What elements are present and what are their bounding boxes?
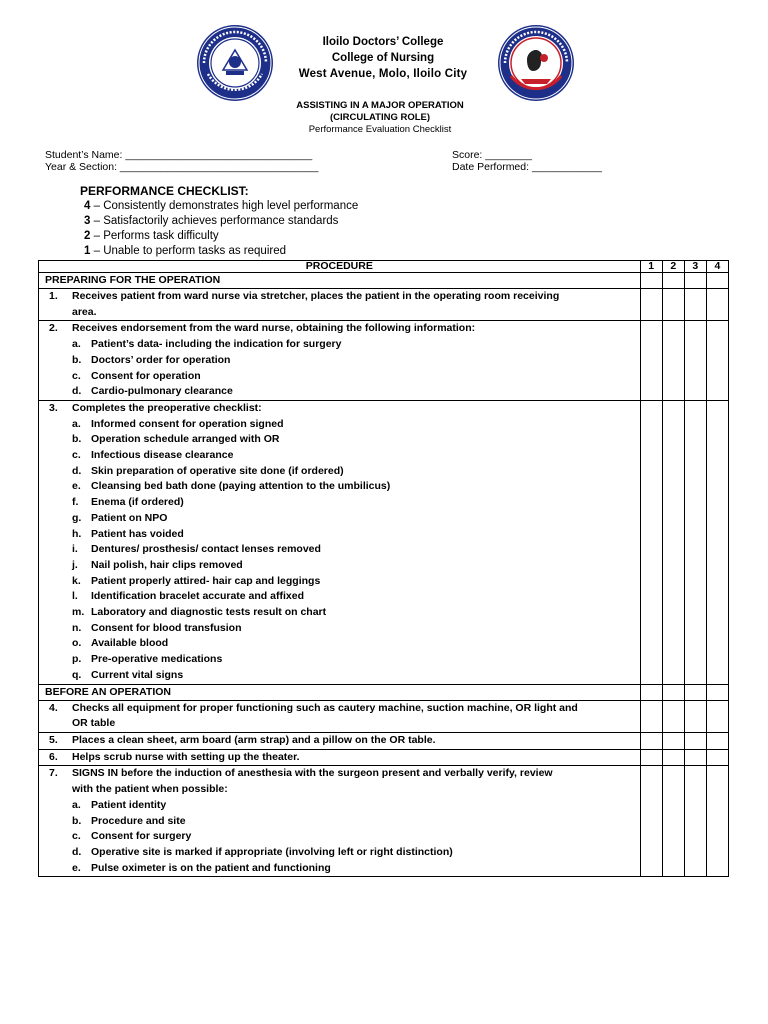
sub-step-text: Informed consent for operation signed	[91, 417, 284, 430]
section-title: BEFORE AN OPERATION	[39, 684, 641, 700]
sub-step	[39, 668, 640, 684]
sub-step	[39, 861, 640, 877]
rating-1-cell[interactable]	[640, 400, 662, 684]
date-performed-field[interactable]: Date Performed: ____________	[452, 161, 603, 173]
rating-3-header: 3	[684, 261, 706, 273]
rating-3-cell[interactable]	[684, 732, 706, 749]
rating-4-cell[interactable]	[706, 700, 728, 732]
procedure-table	[38, 260, 729, 877]
step-text: SIGNS IN before the induction of anesthesia with the surgeon present and verbally verify, review	[72, 767, 553, 780]
sub-step	[39, 829, 640, 845]
step-text: Helps scrub nurse with setting up the theater.	[72, 750, 300, 763]
rating-4-cell[interactable]	[706, 289, 728, 321]
rating-1-cell[interactable]	[640, 273, 662, 289]
score-field[interactable]: Score: ________	[452, 149, 532, 161]
sub-step-text: Procedure and site	[91, 814, 186, 827]
sub-step	[39, 384, 640, 400]
sub-step-text: Cleansing bed bath done (paying attention to the umbilicus)	[91, 480, 391, 493]
sub-step-letter: g.	[72, 511, 82, 524]
scale-item	[80, 244, 358, 259]
scale-description: – Satisfactorily achieves performance standards	[90, 215, 339, 227]
sub-step-letter: d.	[72, 385, 82, 398]
step-number: 7.	[49, 767, 58, 780]
sub-step-text: Identification bracelet accurate and affixed	[91, 590, 304, 603]
rating-2-header: 2	[662, 261, 684, 273]
table-row	[39, 749, 729, 766]
sub-step-letter: p.	[72, 653, 82, 666]
step-text-continued: OR table	[72, 717, 116, 730]
section-row	[39, 684, 729, 700]
rating-3-cell[interactable]	[684, 700, 706, 732]
sub-step-text: Pre-operative medications	[91, 653, 223, 666]
performance-scale	[80, 184, 358, 259]
rating-2-cell[interactable]	[662, 289, 684, 321]
nursing-seal-logo	[497, 24, 575, 102]
rating-1-header: 1	[640, 261, 662, 273]
table-header-row	[39, 261, 729, 273]
sub-step-letter: a.	[72, 338, 81, 351]
rating-1-cell[interactable]	[640, 732, 662, 749]
sub-step-letter: e.	[72, 480, 81, 493]
rating-2-cell[interactable]	[662, 749, 684, 766]
rating-3-cell[interactable]	[684, 749, 706, 766]
procedure-column-header: PROCEDURE	[39, 261, 641, 273]
scale-number: 1	[84, 245, 91, 257]
document-title-block	[180, 100, 580, 136]
rating-3-cell[interactable]	[684, 400, 706, 684]
sub-step	[39, 621, 640, 637]
scale-description: – Consistently demonstrates high level performance	[90, 200, 359, 212]
sub-step	[39, 845, 640, 861]
step-number: 3.	[49, 401, 58, 414]
rating-1-cell[interactable]	[640, 700, 662, 732]
rating-2-cell[interactable]	[662, 700, 684, 732]
rating-3-cell[interactable]	[684, 289, 706, 321]
step-number: 4.	[49, 701, 58, 714]
sub-step-text: Skin preparation of operative site done (if ordered)	[91, 464, 344, 477]
rating-4-header: 4	[706, 261, 728, 273]
sub-step	[39, 814, 640, 830]
procedure-step	[39, 701, 640, 717]
sub-step	[39, 636, 640, 652]
section-title: PREPARING FOR THE OPERATION	[39, 273, 641, 289]
sub-step-letter: f.	[72, 496, 79, 509]
procedure-step	[39, 289, 640, 305]
sub-step-letter: h.	[72, 527, 82, 540]
rating-3-cell[interactable]	[684, 273, 706, 289]
sub-step-letter: c.	[72, 830, 81, 843]
sub-step-letter: n.	[72, 621, 82, 634]
college-name: Iloilo Doctors’ College	[322, 36, 444, 48]
rating-3-cell[interactable]	[684, 321, 706, 401]
sub-step-text: Patient’s data- including the indication for surgery	[91, 338, 342, 351]
sub-step	[39, 652, 640, 668]
section-row	[39, 273, 729, 289]
sub-step	[39, 448, 640, 464]
rating-1-cell[interactable]	[640, 289, 662, 321]
procedure-cell	[39, 700, 641, 732]
sub-step-letter: c.	[72, 449, 81, 462]
step-text: Completes the preoperative checklist:	[72, 401, 262, 414]
rating-2-cell[interactable]	[662, 732, 684, 749]
rating-3-cell[interactable]	[684, 766, 706, 877]
college-address: West Avenue, Molo, Iloilo City	[298, 68, 468, 80]
sub-step-letter: b.	[72, 814, 82, 827]
rating-4-cell[interactable]	[706, 400, 728, 684]
step-text-continued: with the patient when possible:	[72, 783, 228, 796]
year-section-field[interactable]: Year & Section: __________________________________	[45, 161, 319, 173]
procedure-step	[39, 766, 640, 782]
step-text: Checks all equipment for proper functioning such as cautery machine, suction machine, OR light and	[72, 701, 578, 714]
sub-step-text: Current vital signs	[91, 668, 184, 681]
sub-step-text: Cardio-pulmonary clearance	[91, 385, 233, 398]
sub-step-letter: k.	[72, 574, 81, 587]
sub-step-letter: b.	[72, 353, 82, 366]
sub-step	[39, 605, 640, 621]
sub-step-text: Patient identity	[91, 798, 167, 811]
sub-step-text: Available blood	[91, 637, 169, 650]
rating-3-cell[interactable]	[684, 684, 706, 700]
sub-step-letter: l.	[72, 590, 78, 603]
scale-item	[80, 229, 358, 244]
step-number: 2.	[49, 322, 58, 335]
rating-4-cell[interactable]	[706, 321, 728, 401]
sub-step-letter: m.	[72, 606, 85, 619]
sub-step	[39, 589, 640, 605]
sub-step	[39, 558, 640, 574]
table-row	[39, 732, 729, 749]
step-number: 5.	[49, 733, 58, 746]
procedure-cell	[39, 400, 641, 684]
sub-step-letter: o.	[72, 637, 82, 650]
rating-1-cell[interactable]	[640, 749, 662, 766]
rating-1-cell[interactable]	[640, 684, 662, 700]
college-header	[270, 34, 496, 82]
sub-step	[39, 479, 640, 495]
rating-2-cell[interactable]	[662, 321, 684, 401]
sub-step-letter: a.	[72, 798, 81, 811]
rating-4-cell[interactable]	[706, 749, 728, 766]
step-number: 6.	[49, 750, 58, 763]
sub-step	[39, 369, 640, 385]
procedure-cell	[39, 289, 641, 321]
rating-1-cell[interactable]	[640, 321, 662, 401]
procedure-cell	[39, 732, 641, 749]
sub-step-text: Nail polish, hair clips removed	[91, 558, 243, 571]
rating-2-cell[interactable]	[662, 766, 684, 877]
rating-4-cell[interactable]	[706, 684, 728, 700]
table-row	[39, 400, 729, 684]
sub-step-text: Pulse oximeter is on the patient and functioning	[91, 861, 331, 874]
sub-step-text: Operation schedule arranged with OR	[91, 433, 280, 446]
rating-1-cell[interactable]	[640, 766, 662, 877]
sub-step-text: Patient has voided	[91, 527, 184, 540]
step-text-continued: area.	[72, 305, 97, 318]
rating-4-cell[interactable]	[706, 766, 728, 877]
sub-step-text: Operative site is marked if appropriate (involving left or right distinction)	[91, 845, 453, 858]
sub-step-letter: a.	[72, 417, 81, 430]
step-text: Receives patient from ward nurse via stretcher, places the patient in the operating room receiving	[72, 290, 560, 302]
sub-step-letter: c.	[72, 369, 81, 382]
sub-step	[39, 464, 640, 480]
scale-number: 2	[84, 230, 91, 242]
scale-item	[80, 199, 358, 214]
procedure-cell	[39, 321, 641, 401]
rating-2-cell[interactable]	[662, 684, 684, 700]
sub-step	[39, 574, 640, 590]
sub-step-letter: d.	[72, 845, 82, 858]
sub-step-letter: e.	[72, 861, 81, 874]
sub-step-text: Doctors’ order for operation	[91, 353, 231, 366]
sub-step-text: Dentures/ prosthesis/ contact lenses removed	[91, 543, 321, 556]
sub-step-text: Patient properly attired- hair cap and leggings	[91, 574, 321, 587]
sub-step-text: Laboratory and diagnostic tests result on chart	[91, 606, 327, 619]
table-row	[39, 321, 729, 401]
table-row	[39, 766, 729, 877]
scale-description: – Performs task difficulty	[90, 230, 219, 242]
procedure-cell	[39, 766, 641, 877]
procedure-step	[39, 733, 640, 749]
scale-number: 3	[84, 215, 91, 227]
table-row	[39, 700, 729, 732]
department-name: College of Nursing	[331, 52, 435, 64]
document-subtitle: (CIRCULATING ROLE)	[329, 112, 431, 123]
procedure-step	[39, 401, 640, 417]
procedure-cell	[39, 749, 641, 766]
sub-step-text: Infectious disease clearance	[91, 449, 234, 462]
rating-4-cell[interactable]	[706, 732, 728, 749]
sub-step-text: Patient on NPO	[91, 511, 168, 524]
checklist-heading: PERFORMANCE CHECKLIST:	[80, 184, 249, 198]
sub-step	[39, 798, 640, 814]
procedure-step	[39, 750, 640, 766]
sub-step-letter: j.	[72, 558, 78, 571]
scale-item	[80, 214, 358, 229]
sub-step	[39, 495, 640, 511]
sub-step	[39, 542, 640, 558]
sub-step	[39, 511, 640, 527]
sub-step-letter: d.	[72, 464, 82, 477]
sub-step	[39, 527, 640, 543]
student-name-field[interactable]: Student’s Name: ________________________________	[45, 149, 313, 161]
sub-step-letter: b.	[72, 433, 82, 446]
sub-step	[39, 337, 640, 353]
sub-step-letter: q.	[72, 668, 82, 681]
table-row	[39, 289, 729, 321]
step-text: Receives endorsement from the ward nurse, obtaining the following information:	[72, 322, 476, 335]
sub-step	[39, 417, 640, 433]
rating-4-cell[interactable]	[706, 273, 728, 289]
scale-description: – Unable to perform tasks as required	[90, 245, 287, 257]
sub-step-text: Consent for surgery	[91, 830, 192, 843]
rating-2-cell[interactable]	[662, 400, 684, 684]
sub-step-letter: i.	[72, 543, 78, 556]
sub-step-text: Consent for operation	[91, 369, 201, 382]
sub-step-text: Enema (if ordered)	[91, 496, 184, 509]
rating-2-cell[interactable]	[662, 273, 684, 289]
sub-step-text: Consent for blood transfusion	[91, 621, 242, 634]
college-seal-logo	[196, 24, 274, 102]
procedure-step	[39, 321, 640, 337]
document-title: ASSISTING IN A MAJOR OPERATION	[296, 100, 464, 111]
step-text: Places a clean sheet, arm board (arm strap) and a pillow on the OR table.	[72, 733, 436, 746]
step-number: 1.	[49, 290, 58, 302]
sub-step	[39, 353, 640, 369]
scale-number: 4	[84, 200, 91, 212]
form-name: Performance Evaluation Checklist	[308, 124, 452, 135]
sub-step	[39, 432, 640, 448]
